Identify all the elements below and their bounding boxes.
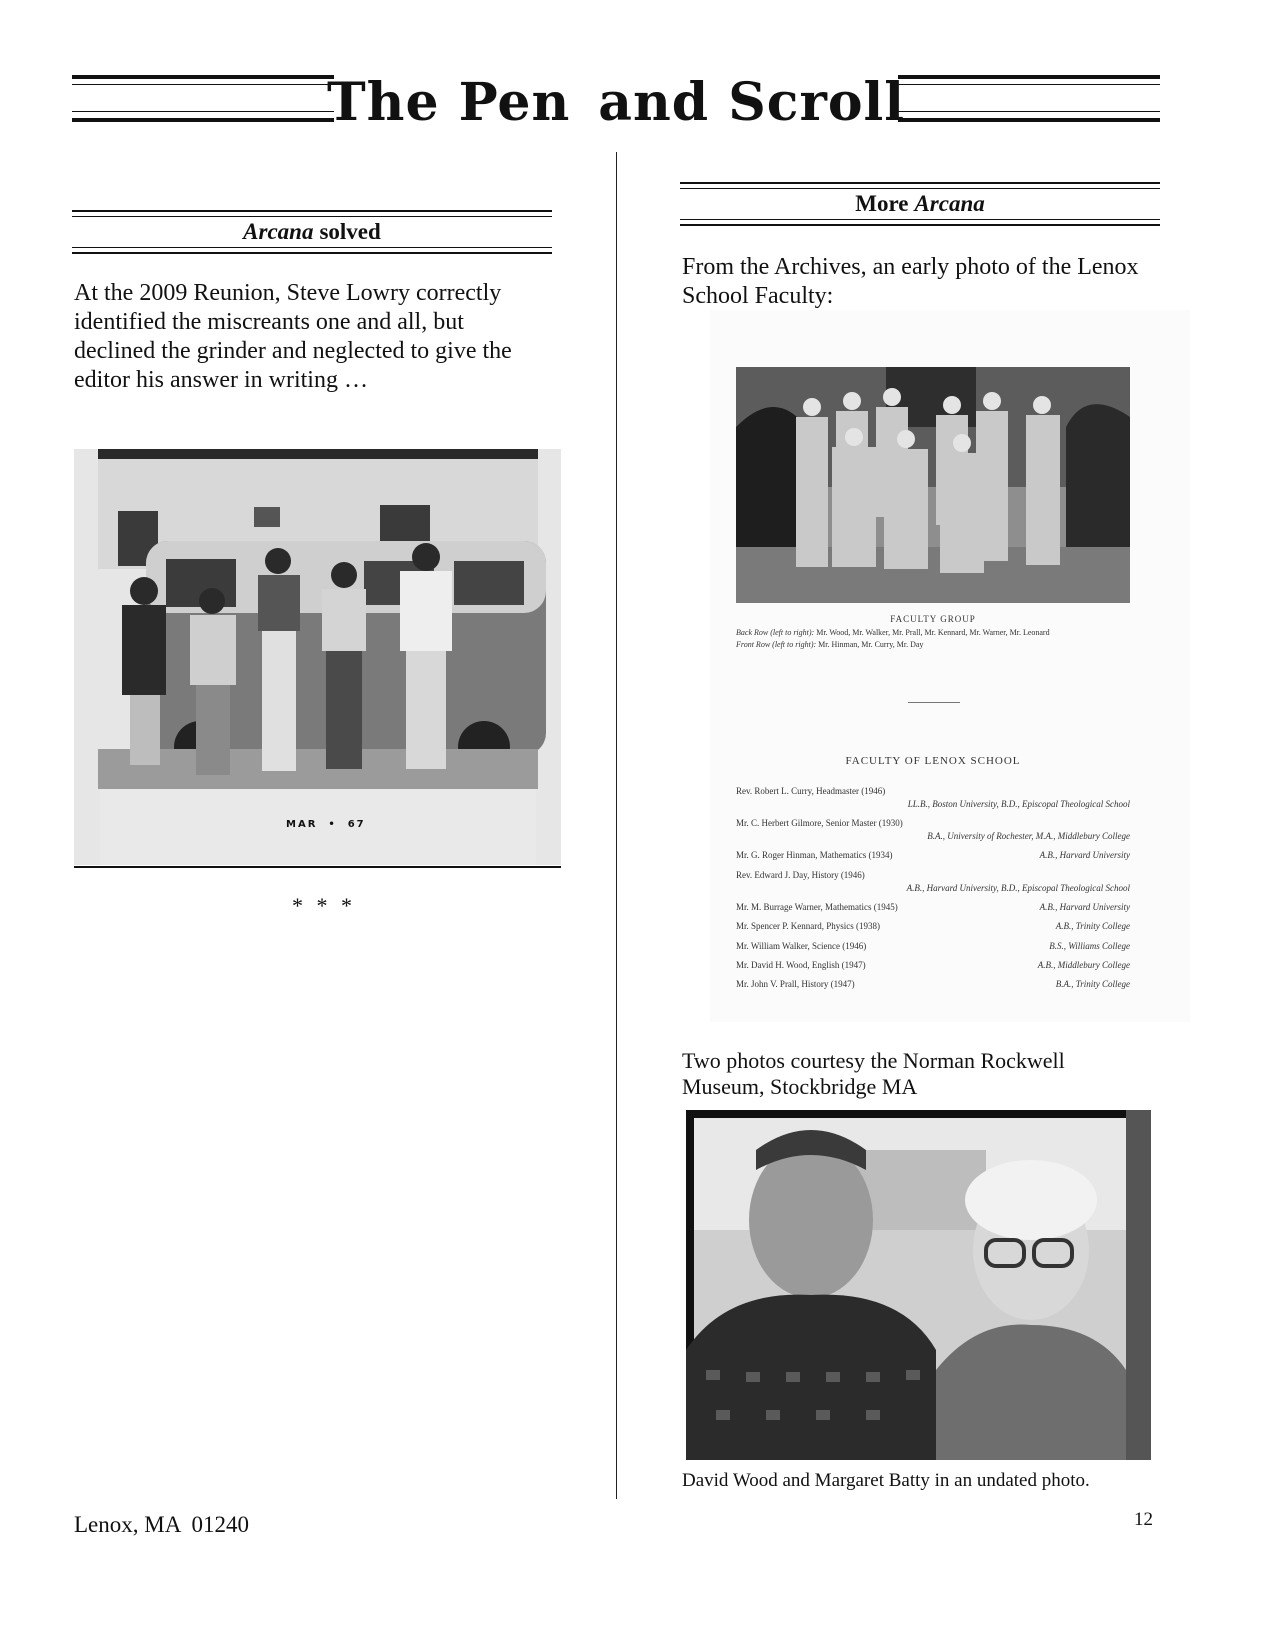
roster-name: Mr. David H. Wood, English (1947) [736, 960, 866, 970]
masthead-rule-left [72, 75, 334, 125]
roster-name: Rev. Robert L. Curry, Headmaster (1946) [736, 786, 886, 796]
masthead-title-left: The Pen [326, 71, 571, 133]
section-separator: * * * [292, 893, 356, 918]
footer-address: Lenox, MA 01240 [74, 1512, 250, 1537]
roster-entry [736, 786, 1130, 798]
roster-entry [736, 979, 1130, 991]
roster-name: Mr. Spencer P. Kennard, Physics (1938) [736, 921, 880, 931]
back-row-names: Mr. Wood, Mr. Walker, Mr. Prall, Mr. Kennard, Mr. Warner, Mr. Leonard [816, 628, 1050, 637]
faculty-list-title: FACULTY OF LENOX SCHOOL [845, 755, 1021, 767]
roster-name: Mr. G. Roger Hinman, Mathematics (1934) [736, 850, 893, 860]
roster-name: Rev. Edward J. Day, History (1946) [736, 870, 865, 880]
roster-entry [736, 870, 1130, 882]
front-row-label: Front Row (left to right): [736, 640, 817, 649]
section-heading-more-arcana [680, 182, 1160, 226]
roster-degree: B.A., University of Rochester, M.A., Middlebury College [927, 831, 1130, 841]
roster-degree: A.B., Harvard University, B.D., Episcopal Theological School [906, 883, 1130, 893]
roster-degree: A.B., Harvard University [1039, 902, 1130, 912]
roster-degree: A.B., Middlebury College [1037, 960, 1130, 970]
masthead-title-right: and Scroll [598, 71, 906, 133]
roster-degree: B.S., Williams College [1049, 941, 1130, 951]
reunion-group-photo [74, 449, 561, 865]
roster-name: Mr. John V. Prall, History (1947) [736, 979, 855, 989]
roster-entry [736, 960, 1130, 972]
reunion-paragraph: At the 2009 Reunion, Steve Lowry correctly identified the miscreants one and all, but declined the grinder and neglected to give the editor his answer in writing … [74, 280, 512, 393]
roster-entry [736, 818, 1130, 830]
column-divider [616, 152, 617, 1499]
masthead-title [326, 62, 906, 142]
archives-paragraph: From the Archives, an early photo of the Lenox School Faculty: [682, 254, 1139, 309]
faculty-group-photo [736, 367, 1130, 603]
section-heading-arcana-solved [72, 210, 552, 254]
front-row-caption [736, 640, 923, 649]
roster-entry [736, 902, 1130, 914]
scan-divider [908, 702, 960, 703]
roster-degree: LL.B., Boston University, B.D., Episcopal Theological School [907, 799, 1130, 809]
roster-degree: A.B., Trinity College [1055, 921, 1130, 931]
roster-entry [736, 921, 1130, 933]
photo-date-stamp: MAR • 67 [286, 819, 366, 830]
faculty-group-caption: FACULTY GROUP [890, 614, 976, 624]
roster-degree: B.A., Trinity College [1055, 979, 1130, 989]
masthead-rule-right [898, 75, 1160, 125]
back-row-caption [736, 628, 1050, 637]
roster-name: Mr. C. Herbert Gilmore, Senior Master (1930) [736, 818, 903, 828]
back-row-label: Back Row (left to right): [736, 628, 815, 637]
heading-rest: solved [319, 219, 381, 244]
roster-degree: A.B., Harvard University [1039, 850, 1130, 860]
photo-credit: Two photos courtesy the Norman Rockwell Museum, Stockbridge MA [682, 1048, 1065, 1099]
wood-batty-portrait [686, 1110, 1151, 1460]
roster-name: Mr. M. Burrage Warner, Mathematics (1945) [736, 902, 898, 912]
roster-entry [736, 850, 1130, 862]
roster-name: Mr. William Walker, Science (1946) [736, 941, 867, 951]
heading-italic: Arcana [243, 219, 314, 244]
photo-rule [74, 866, 561, 868]
roster-entry [736, 941, 1130, 953]
portrait-caption: David Wood and Margaret Batty in an undated photo. [682, 1470, 1090, 1491]
heading-italic: Arcana [914, 191, 985, 216]
page-number: 12 [1134, 1509, 1153, 1530]
front-row-names: Mr. Hinman, Mr. Curry, Mr. Day [818, 640, 924, 649]
heading-bold: More [855, 191, 909, 216]
